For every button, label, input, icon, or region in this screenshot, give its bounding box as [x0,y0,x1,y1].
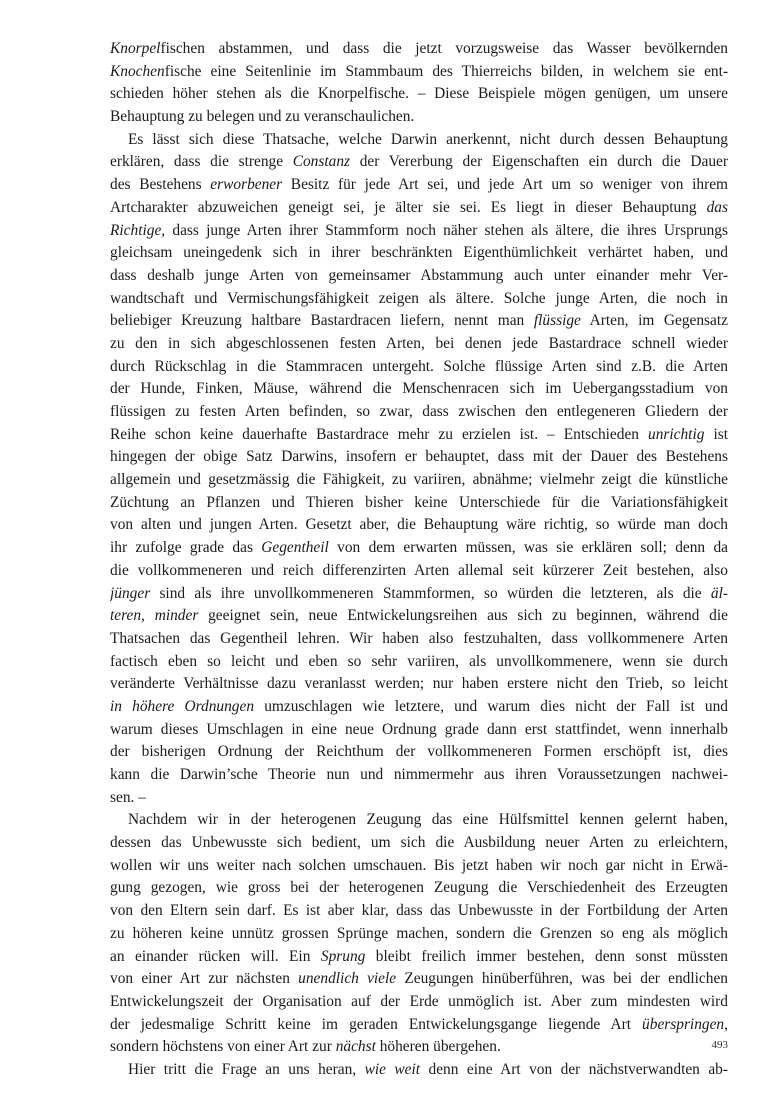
emphasis-text: wie weit [364,1060,421,1078]
emphasis-text: Sprung [320,947,366,965]
text-line [110,174,728,197]
text-line [110,877,728,900]
emphasis-text: erworbener [210,176,283,194]
text-segment: Artcharakter abzuweichen geneigt sei, je älter sie sei. Es liegt in dieser Behauptung [110,198,707,216]
text-segment: kann die Darwin’sche Theorie nun und nimmermehr aus ihren Voraussetzungen nachwei- [110,766,728,783]
text-segment: Behauptung zu belegen und zu veranschaulichen. [110,108,415,126]
body-text [110,38,728,1082]
emphasis-text: unendlich viele [298,970,397,988]
text-line [110,764,728,787]
text-line [110,424,728,447]
text-segment: , dass junge Arten ihrer Stammform noch näher stehen als ältere, die ihres Ursprungs [161,221,728,239]
emphasis-text: Knochen [110,62,165,80]
text-segment: der bisherigen Ordnung der Reichthum der vollkommeneren Formen erschöpft ist, dies [110,743,728,761]
emphasis-text: in höhere Ordnungen [110,697,255,715]
emphasis-text: unrichtig [648,425,705,443]
text-segment: an einander rücken will. Ein [110,947,321,965]
text-line [110,968,728,991]
text-segment: factisch eben so leicht und eben so sehr variiren, als unvollkommenere, wenn sie durch [110,652,728,670]
text-line [110,832,728,855]
text-line [110,61,728,84]
text-segment: gleichsam uneingedenk sich in ihrer beschränkten Eigenthümlichkeit verhärtet haben, und [110,244,728,262]
text-line [110,469,728,492]
text-line [110,242,728,265]
text-line [110,1036,728,1059]
text-segment: Hier tritt die Frage an uns heran, [128,1060,365,1078]
text-segment: dass deshalb junge Arten von gemeinsamer Abstammung auch unter einander mehr Ver- [110,266,728,284]
text-line [110,583,728,606]
text-segment: von den Eltern sein darf. Es ist aber klar, dass das Unbewusste in der Fortbildung der Arten [110,902,728,920]
text-line [110,129,728,152]
text-line [110,855,728,878]
text-segment: umzuschlagen wie letztere, und warum dies nicht der Fall ist und [254,697,728,715]
text-line [110,651,728,674]
text-line [110,378,728,401]
text-segment: zu höheren keine unnütz grossen Sprünge machen, sondern die Grenzen so eng als möglich [110,924,728,942]
text-segment: fische eine Seitenlinie im Stammbaum des Thierreichs bilden, in welchem sie ent- [164,62,728,80]
text-segment: höheren übergehen. [375,1038,501,1056]
text-segment: geeignet sein, neue Entwickelungsreihen aus sich zu beginnen, während die [198,607,728,625]
text-segment: beliebiger Kreuzung haltbare Bastardracen liefern, nennt man [110,312,534,330]
emphasis-text: flüssige [533,312,581,330]
emphasis-text: jünger [110,584,151,602]
text-line [110,492,728,515]
text-segment: zu den in sich abgeschlossenen festen Arten, bei denen jede Bastardrace schnell wieder [110,334,728,352]
text-line [110,628,728,651]
text-segment: sind als ihre unvollkommeneren Stammformen, so würden die letzteren, als die [150,584,711,602]
text-segment: , [724,1015,728,1033]
text-segment: Reihe schon keine dauerhafte Bastardrace mehr zu erzielen ist. – Entschieden [110,425,648,443]
text-segment: sondern höchstens von einer Art zur [110,1038,336,1056]
text-line [110,719,728,742]
text-line [110,560,728,583]
text-segment: dessen das Unbewusste sich bedient, um sich die Ausbildung neuer Arten zu erleichtern, [110,834,728,852]
text-line [110,197,728,220]
emphasis-text: Richtige [110,221,162,239]
text-segment: hingegen der obige Satz Darwins, insofern er behauptet, dass mit der Dauer des Bestehens [110,448,728,466]
text-segment: ihr zufolge grade das [110,539,262,557]
text-segment: schieden höher stehen als die Knorpelfische. – Diese Beispiele mögen genügen, um unsere [110,85,728,103]
text-line [110,787,728,810]
text-segment: von dem erwarten müssen, was sie erklären soll; denn da [328,539,728,557]
text-line [110,265,728,288]
emphasis-text: das [706,198,728,216]
text-segment: Züchtung an Pflanzen und Thieren bisher keine Unterschiede für die Variationsfähigkeit [110,493,728,511]
text-segment: von alten und jungen Arten. Gesetzt aber, die Behauptung wäre richtig, so würde man doch [110,516,728,534]
text-segment: Thatsachen das Gegentheil lehren. Wir haben also festzuhalten, dass vollkommenere Arten [110,629,728,647]
text-line [110,514,728,537]
text-line [110,900,728,923]
text-segment: erklären, dass die strenge [110,153,293,171]
text-segment: die vollkommeneren und reich differenzirten Arten allemal seit kürzerer Zeit bestehen, also [110,561,728,579]
text-segment: veränderte Verhältnisse dazu veranlasst werden; nur haben erstere nicht den Trieb, so leicht [110,675,728,693]
emphasis-text: überspringen [642,1015,725,1033]
text-segment: Arten, im Gegensatz [580,312,728,330]
text-line [110,310,728,333]
text-segment: durch Rückschlag in die Stammracen untergeht. Solche flüssige Arten sind z.B. die Arten [110,357,728,375]
text-segment: gung gezogen, wie gross bei der heterogenen Zeugung die Verschiedenheit des Erzeugten [110,879,728,897]
text-line [110,106,728,129]
text-line [110,1059,728,1082]
text-line [110,288,728,311]
text-segment: des Bestehens [110,176,211,194]
text-line [110,333,728,356]
text-segment: Zeugungen hinüberführen, was bei der endlichen [396,970,728,988]
text-line [110,991,728,1014]
text-line [110,1014,728,1037]
text-line [110,605,728,628]
text-line [110,537,728,560]
text-segment: Nachdem wir in der heterogenen Zeugung das eine Hülfsmittel kennen gelernt haben, [128,811,728,829]
text-line [110,220,728,243]
page-number: 493 [711,1039,728,1051]
text-segment: warum dieses Umschlagen in eine neue Ordnung grade dann erst stattfindet, wenn innerhalb [110,720,728,738]
emphasis-text: Constanz [292,153,351,171]
text-segment: bleibt freilich immer bestehen, denn sonst müssten [365,947,728,965]
text-segment: der Hunde, Finken, Mäuse, während die Menschenracen sich im Uebergangsstadium von [110,380,728,398]
text-segment: wandtschaft und Vermischungsfähigkeit zeigen als ältere. Solche junge Arten, die noch in [110,289,728,307]
text-segment: wollen wir uns weiter nach solchen umschauen. Bis jetzt haben wir noch gar nicht in Erwä- [110,856,728,874]
text-line [110,923,728,946]
text-segment: der jedesmalige Schritt keine im geraden Entwickelungsgange liegende Art [110,1015,643,1033]
text-line [110,38,728,61]
emphasis-text: Knorpel [110,40,161,57]
emphasis-text: Gegentheil [261,539,329,557]
text-line [110,151,728,174]
text-line [110,809,728,832]
text-segment: sen. – [110,788,146,806]
emphasis-text: äl- [710,584,728,602]
emphasis-text: teren, minder [110,607,199,625]
text-segment: fischen abstammen, und dass die jetzt vorzugsweise das Wasser bevölkernden [160,40,728,57]
text-line [110,673,728,696]
text-segment: Es lässt sich diese Thatsache, welche Darwin anerkennt, nicht durch dessen Behauptung [128,130,728,148]
text-line [110,83,728,106]
text-segment: Entwickelungszeit der Organisation auf der Erde unmöglich ist. Aber zum mindesten wird [110,992,728,1010]
text-segment: allgemein und gesetzmässig die Fähigkeit, zu variiren, abnähme; vielmehr zeigt die künstliche [110,471,728,489]
text-line [110,356,728,379]
text-segment: denn eine Art von der nächstverwandten ab- [420,1060,728,1078]
text-line [110,696,728,719]
text-segment: der Vererbung der Eigenschaften ein durch die Dauer [350,153,728,171]
text-segment: ist [704,425,728,443]
text-line [110,401,728,424]
emphasis-text: nächst [335,1038,376,1056]
text-line [110,446,728,469]
text-segment: von einer Art zur nächsten [110,970,299,988]
text-line [110,946,728,969]
text-line [110,741,728,764]
text-segment: Besitz für jede Art sei, und jede Art um so weniger von ihrem [282,176,728,194]
text-segment: flüssigen zu festen Arten befinden, so zwar, dass zwischen den entlegeneren Gliedern der [110,403,728,420]
